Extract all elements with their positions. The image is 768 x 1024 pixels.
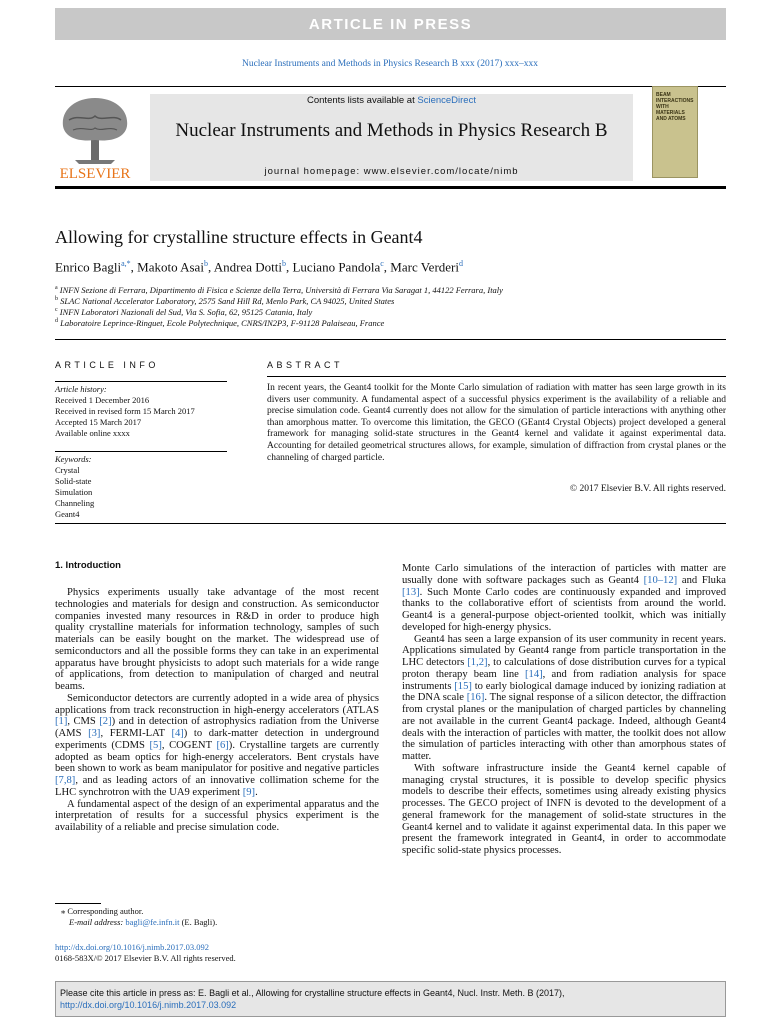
abstract-bottom-rule [55, 523, 726, 524]
sciencedirect-link[interactable]: ScienceDirect [417, 95, 476, 106]
affiliation [55, 316, 384, 329]
journal-homepage[interactable]: journal homepage: www.elsevier.com/locate/nimb [264, 166, 519, 177]
cover-line: INTERACTIONS [656, 98, 694, 104]
affiliation-sup: d [55, 318, 58, 324]
cover-line: MATERIALS [656, 110, 685, 116]
journal-cover [652, 86, 698, 178]
citation-link[interactable]: [14] [525, 668, 543, 680]
affiliation-text: INFN Sezione di Ferrara, Dipartimento di Fisica e Scienze della Terra, Università di Ferrara Via Saragat 1, 44122 Ferrara, Italy [59, 284, 503, 295]
keyword: Solid-state [55, 476, 92, 486]
history-item: Available online xxxx [55, 428, 130, 438]
issn-line: 0168-583X/© 2017 Elsevier B.V. All rights reserved. [55, 953, 236, 963]
citation-link[interactable]: [6] [216, 739, 229, 751]
affiliation-sup: b [55, 296, 58, 302]
author-sep: , [207, 259, 214, 275]
paragraph: Physics experiments usually take advantage of the most recent technologies and materials for design and construction. As semiconductor companies invested many resources in R&D in order to produce high quality crystalline materials for information technology, samples of such materials can be easily bought on the market. The widespread use of semiconductors and all the possible forms they can take in an experimental apparatus have brought physicists to adopt such materials for a wide range of applications, from detection to manipulation of charged and neutral beams. [55, 587, 379, 692]
keywords-label: Keywords: [55, 454, 92, 464]
abstract-heading: ABSTRACT [267, 360, 344, 370]
citation-link[interactable]: [2] [99, 716, 112, 728]
abstract-rule [267, 376, 726, 377]
citation-link[interactable]: [3] [88, 728, 101, 739]
history-item: Received in revised form 15 March 2017 [55, 406, 195, 416]
journal-reference-link[interactable]: Nuclear Instruments and Methods in Physics Research B xxx (2017) xxx–xxx [241, 59, 539, 69]
citation-link[interactable]: [10–12] [643, 574, 678, 586]
affiliation-text: SLAC National Accelerator Laboratory, 2575 Sand Hill Rd, Menlo Park, CA 94025, United States [60, 295, 395, 306]
affiliation-sup: a [55, 285, 58, 291]
history-item: Received 1 December 2016 [55, 395, 150, 405]
email-link[interactable]: bagli@fe.infn.it [125, 917, 180, 927]
author-affil-sup[interactable]: b [281, 259, 286, 268]
cite-text: Please cite this article in press as: E. Bagli et al., Allowing for crystalline structure effects in Geant4, Nucl. Instr. Meth. B (2017), [60, 988, 565, 998]
citation-link[interactable]: [9] [242, 786, 256, 798]
keyword: Simulation [55, 487, 93, 497]
email-suffix: (E. Bagli). [179, 917, 218, 927]
author-list [55, 259, 463, 275]
citation-link[interactable]: [1] [55, 716, 68, 728]
citation-link[interactable]: [16] [466, 692, 485, 704]
citation-link[interactable]: [4] [171, 728, 184, 739]
author-affil-sup[interactable]: c [380, 259, 384, 268]
author-name: Andrea Dotti [213, 259, 282, 275]
citation-link[interactable]: [5] [149, 739, 162, 751]
cite-doi-link[interactable]: http://dx.doi.org/10.1016/j.nimb.2017.03.092 [60, 1000, 237, 1010]
author-name: Marc Verderi [390, 259, 459, 275]
keywords [55, 454, 94, 520]
article-history [55, 384, 195, 439]
email-line [55, 917, 217, 928]
doi-link[interactable]: http://dx.doi.org/10.1016/j.nimb.2017.03.092 [55, 942, 210, 952]
masthead-bottom-rule [55, 186, 726, 189]
paragraph: With software infrastructure inside the Geant4 kernel capable of managing crystal structures, it is possible to develop specific physics models to describe their effects, sometimes using already existing physics processes. The GECO project of INFN is devoted to the development of a general framework for the management of solid-state structures in the Geant4 kernel and to validate it against experimental data. In this paper we present the framework integrated in Geant4, in order to accommodate specific solid-state physics processes. [402, 762, 726, 856]
svg-text:ELSEVIER: ELSEVIER [59, 166, 131, 180]
doi-block [55, 942, 236, 964]
history-label: Article history: [55, 384, 107, 394]
cover-line: WITH [656, 104, 669, 110]
citation-link[interactable]: [15] [454, 680, 472, 692]
author-sep: , [383, 259, 391, 275]
article-info-heading: ARTICLE INFO [55, 360, 159, 370]
keywords-rule [55, 451, 227, 452]
footnote [55, 906, 217, 928]
paragraph: Semiconductor detectors are currently adopted in a wide area of physics applications from track reconstruction in high-energy accelerators (ATLAS [1], CMS [2]) and in detection of astrophysics radiation from the Universe (AMS [3], FERMI-LAT [4]) to dark-matter detection in underground experiments (CDMS [5], COGENT [6]). Crystalline targets are currently adopted as beam optics for high-energy accelerators. Bent crystals have been shown to work as beam manipulator for positive and negative particles [7,8], and as leading actors of an innovative collimation scheme for the LHC synchrotron with the UA9 experiment [9]. [55, 692, 379, 798]
affiliation-text: INFN Laboratori Nazionali del Sud, Via S. Sofia, 62, 95125 Catania, Italy [59, 306, 313, 317]
author-affil-sup[interactable]: d [458, 259, 463, 268]
article-info-rule [55, 381, 227, 382]
citation-link[interactable]: [13] [402, 586, 420, 598]
author-affil-sup[interactable]: a,* [121, 259, 131, 268]
paragraph: Monte Carlo simulations of the interaction of particles with matter are usually done with software packages such as Geant4 [10–12] and Fluka [13]. Such Monte Carlo codes are continuously expanded and improved thanks to the collaborative effort of scientists from around the world. Geant4 is a general-purpose object-oriented toolkit, which was initially developed for high-energy physics. [402, 563, 726, 633]
corresponding-author-note: ⁎ Corresponding author. [61, 906, 144, 916]
body-column-right [402, 563, 726, 857]
article-in-press-banner: ARTICLE IN PRESS [55, 8, 726, 40]
contents-prefix: Contents lists available at [307, 95, 418, 106]
journal-title: Nuclear Instruments and Methods in Physics Research B [175, 120, 608, 141]
citation-link[interactable]: [1,2] [467, 657, 488, 668]
cover-line: BEAM [656, 92, 671, 98]
history-item: Accepted 15 March 2017 [55, 417, 142, 427]
keyword: Channeling [55, 498, 95, 508]
abstract-copyright: © 2017 Elsevier B.V. All rights reserved. [569, 484, 726, 494]
article-title: Allowing for crystalline structure effects in Geant4 [55, 227, 423, 247]
affiliation-text: Laboratoire Leprince-Ringuet, Ecole Polytechnique, CNRS/IN2P3, F-91128 Palaiseau, France [60, 317, 385, 328]
masthead-top-rule [55, 86, 726, 87]
cover-line: AND ATOMS [656, 116, 686, 122]
author-affil-sup[interactable]: b [203, 259, 208, 268]
section-heading: 1. Introduction [55, 560, 121, 571]
keyword: Geant4 [55, 509, 80, 519]
author-name: Enrico Bagli [55, 259, 122, 275]
elsevier-tree-icon [55, 92, 135, 180]
paragraph: A fundamental aspect of the design of an experimental apparatus and the interpretation of results for a successful physics experiment is the availability of a reliable and precise simulation code. [55, 798, 379, 833]
footnote-rule [55, 903, 101, 904]
cite-box [55, 981, 726, 1017]
affiliation-rule [55, 339, 726, 340]
author-sep: , [130, 259, 138, 275]
contents-line [150, 95, 633, 106]
body-column-left [55, 587, 379, 834]
author-name: Makoto Asai [137, 259, 204, 275]
keyword: Crystal [55, 465, 80, 475]
citation-link[interactable]: [7,8] [55, 775, 76, 786]
affiliation-sup: c [55, 307, 58, 313]
paragraph: Geant4 has seen a large expansion of its user community in recent years. Applications simulated by Geant4 range from particle transportation in the LHC detectors [1,2], to calculations of dose distribution curves for a typical proton therapy beam line [14], and from radiation analysis for space instruments [15] to early biological damage induced by ionizing radiation at the DNA scale [16]. The signal response of a silicon detector, the diffraction from crystal planes or the manipulation of charged particles by channeling are not available in the current Geant4 package. Indeed, although Geant4 deals with the interaction of particles with matter, the toolkit does not allow the simulation of particles interacting with other than amorphous states of matter. [402, 633, 726, 762]
author-name: Luciano Pandola [292, 259, 381, 275]
elsevier-logo [55, 92, 135, 180]
author-sep: , [285, 259, 293, 275]
abstract-text: In recent years, the Geant4 toolkit for the Monte Carlo simulation of radiation with matter has seen large growth in its divers user community. A fundamental aspect of a successful physics experiment is the availability of a reliable and precise simulation code. Geant4 currently does not allow for the simulation of particle interactions with anything other than amorphous matter. To overcome this limitation, the GECO (GEant4 Crystal Objects) project developed a general framework for managing solid-state structures in the Geant4 kernel and validate it against experimental data. Accounting for detailed geometrical structures allows, for example, simulation of diffraction from crystal planes or the channeling of charged particle. [267, 383, 726, 463]
email-label: E-mail address: [69, 917, 124, 927]
